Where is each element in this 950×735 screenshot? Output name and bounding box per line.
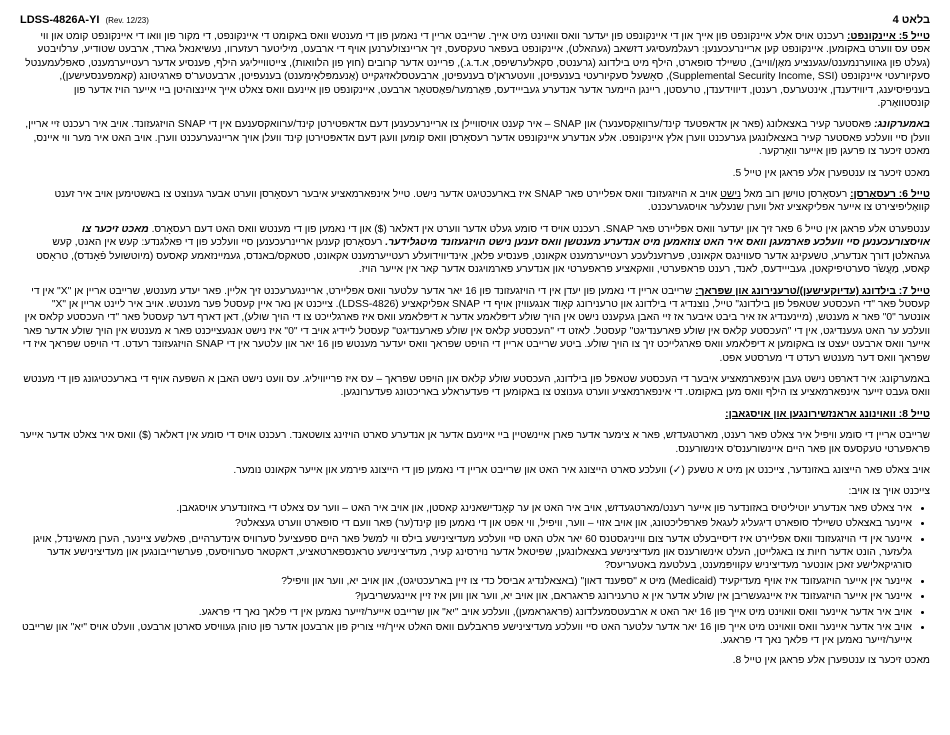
section8-rent-paragraph: שרייבט אריין די סומע וויפיל איר צאלט פאר רענט, מארטגעדזש, פאר א צימער אדער פארן איינשטיין ביי איינעם אדער אן אנדערע סארט הויזינג צושטאנד. רעכנט אויס די סומע אין דאלאר ($) וואס איר צאלט אדער אייער פראפערטי טעקסעס און פאר היים איינשורענס'ס אינשורענס. xyxy=(20,430,930,455)
section6-text-rest: אויב א הויזגעזונד וואס אפליירט פאר SNAP איז בארעכטיגט אדער נישט. טייל אינפארמאציע איבער רעסאָרסן ווערט אבער גענוצט צו באשטימען אויב איר זענט קוואַליפיצירט צו אייער אפליקאציע זאל ווערן שנעלער אויסגערעכנט. xyxy=(54,189,930,214)
form-number: LDSS-4826A-YI xyxy=(20,14,100,26)
page-number: בלאט 4 xyxy=(892,14,930,26)
section5-paragraph xyxy=(20,30,930,110)
heating-text-post: ) וועלכע סארט הייצונג איר האט און שרייבט אריין די נאמען פון די הייצונג פירמע און אייער אקאונט נומער. xyxy=(233,464,673,476)
list-item: • איינער באצאלט טשיילד סופארט דיגעליג לעגאל פארפליכטונג, און אויב אזוי – ווער, וויפיל, ווי אפט און די נאמען פון קינד(ער) פאר וועם די סופארט ווערט געצאלט? xyxy=(20,517,912,530)
section5-title: טייל 5: איינקונפט: xyxy=(846,31,930,42)
checkmark-icon: ✓ xyxy=(672,464,682,476)
section6-text-underline: נישט xyxy=(720,189,742,201)
section5-text: רעכנט אויס אלע איינקונפט פון אייך און די איינקונפט פון יעדער וואס וואוינט מיט אייך. שרייבט אריין די נאמען פון די מענטש וואס באקומט די איינקונפט, די מקור פון וואו די איינקונפט קומט און ווי אפט עס ווערט באקומען. איינקונפט קען אריינרעכענען: רעגלמעסיגע דזשאב (געהאלט), איינקונפט בעפאר טעקסעס, זיך אריינצולערנען אויף די ארבעט, מיליטער רעזערוו, נעשיאנאל גארד, ארבעט שטודיע, ערלויבטע (געלט פון גאווערנמענט/עגענציע מאַן/ווייב), טשיילד סופארט, הילף מיט בילדונג (גרענטס, סקאלערשיפס, א.ד.ג.), פריינט אדער קרובים (חוץ פון הלוואות), צייטווייליגע הילף, פענסיע אדער רעטייערמענט, סאפלעמענטל סעקיורעטי איינקונפט (Supplemental Security Income, SSI), סאָשעל סעקיורעטי בענעפיטן, וועטעראן'ס בענעפיטן, ארבעטסלאזיגקייט (אַנעמפּלאָימענט) בענעפיטן, ארבעטער'ס פארגיטונג (קאמפענסעישען), בעניפיסיענג, דיווידענדן, אינטערעס, רענטן, דיווידענדן, טרעסטן, ריינגן היימער אדער אנדערע געבייידעס, פּאַרמער/פאַסטאָר ארבעט, איינקונפט פון איינעם וואס צאלט אייך איינצוהיטן ביי אייער הויז אדער פון קונסטוואַרק. xyxy=(25,31,930,110)
list-item: • איינער אין אייער הויזגעזונד איז אויף מעדיקעיד (Medicaid) מיט א "ספּענד דאון" (באצאלנדיג אביסל כדי צו זיין בארעכטיגט), און אויב יא, ווער און וויפיל? xyxy=(20,575,912,588)
page-header xyxy=(20,14,930,30)
section6-text-lead: רעסאָרסן טוישן רוב מאל xyxy=(741,189,851,201)
section6b-text2: רעסאָרסן קענען אריינרעכענען סיי וועלכע פון די פאלגנדע: קעש אין האנט, קעש געהאלטן דורך אנדערע, טשעקינג אדער סעווינגס אקאונט, פערזענלעכע רעטייערמענט אקאונט, פענסיע פלאן, אינדיווידועלע רעטייערמענט אקאונט, סטאקס/באנדס, געמיינזאמע קאסעס (מיוטשועל פֿאָנדס), טראָסט קאסע, מַעֲשֹׂר סערטיפיקאטן, געבייידעס, לאנד, רענט פראפערטי, וואקאציע פראפערטי און אנדערע פארמויגנס אדער קאר אין אייער הויז. xyxy=(36,237,930,276)
note7-label: באמערקונג: xyxy=(878,373,930,385)
note-foster-care xyxy=(20,118,930,158)
section6b-text1: ענטפערט אלע פראגן אין טייל 6 פאר זיך און יעדער וואס אפליירט פאר SNAP. רעכנט אויס די סומע געלט אדער ווערט אין דאלאר ($) און די נאמען פון די מענטש וואס האט דעם רעסאָרס. xyxy=(148,223,930,235)
note-education xyxy=(20,373,930,400)
section6b-emphasis: מאכט זיכער צו אויסצורעכענען סיי וועלכע פארמעגן וואס איר האט צוזאמען מיט אנדערע מענטשן וואס זענען נישט הויזגעזונד מיטגלידער. xyxy=(81,223,930,249)
revision-date: (Rev. 12/23) xyxy=(105,16,149,25)
mark-intro: צייכנט אויך צו אויב: xyxy=(848,486,930,498)
list-item: • אויב איר אדער איינער וואס וואוינט מיט אייך פון 16 יאר האט א ארבעטסמעלדונג (פראגראמען), וועלכע אויב "יא" און שרייבט אייער/זייער נאמען אין די פלאך נאך די פראגע. xyxy=(20,606,912,619)
note-label: באמערקונג: xyxy=(874,119,930,131)
list-item: • איינער אין די הויזגעזונד וואס אפליירט איז דיסייבעלט אדער צום ווייניגסטנס 60 יאר אלט האט סיי וועלכע מעדיצינישע בילס ווי למשל פאר היים ספעציעל סערוויס אינדערהיים, פאלשע ציינער, הערן מאשינדל, אויגן גלעזער, הונט אדער חיות צו באגלייטן, העלט אינשורענס און מעדיצינישע באצאלונגען, שפיטאל אדער נוירסינג קעיר, מעדיצינישע טראנספארטאציע, דאקטאר סערוויסעס, פערשרייבונגען און מעדיצינישע אדער סורגיקאלישע זאכן אונטער מעדיציניש עקוויפּמענט, בעלטעמ באטעריעס? xyxy=(20,533,912,573)
note-text: פּאסטער קעיר באצאלונג (פאר אן אדאפטעד קינד/ערוואַקסענער) און SNAP – איר קענט אויסוויילן צו אריינרעכענען דעם אדאפטירטן קינד/ערוואקסענעם אין די SNAP הויזגעזונד. אויב איר רעכנט זיי אריין, וועלן סיי וועלכע פאסטער קעיר באצאלונגען גערעכנט ווערן אלץ איינקונפט. אלע אנדערע איינקונפט אדער רעסאָרסן וואס קומען וועגן דעם אדאפּטירטן קינד וועלן אויך אריינגערעכנט ווערן. אויב האט איר מער ווי איינס, מאכט זיכער צו פרעגן פון אייער וואָרקער. xyxy=(25,119,930,158)
section7-text: שרייבט אריין די נאמען פון יעדן אין די הויזגעזונד פון 16 יאר אדער עלטער וואס אפליירט, אריינגערעכנט זיך אליין. פאר יעדע מענטש, שרייבט אריין אן "X" אין די קעסטל פאר "די העכסטע שטאפל פון בילדונג" טייל, נוצנדיג די בילדונג און טרענירונג קאָוד אנגעוויזן אויף די SNAP אפליקאציע (LDSS-4826). צייכנט אן נאר איין קעסטל פער מענטש. אויב איר ליינט אריין אן "X" אונטער "0" פאר א מענטש, (מיינענדיג אז איר ביבט איבער אז זיי האבן געקענט נישט אין הויך שולע דיפּלאמע אדער א דיפּלאמע וואס איז פארגלייכט צו די הויך שולע), דאן דארף דער קעסטל פאר "די העכסטע קלאס אין וועלכע ער האט געענדיגט, אין די "העכסטע קלאס אין שולע פארענדיגט" קעסטל. לאזט די "העכסטע קלאס אין שולע פארענדיגט" קעסטל ליידיג אויב די "0" איז נישט אנגעצייכנט פאר א מענטש אין הויך שולע אדער פאר אייער וואס ארבעט יעצט צו באקומען א דיפּלאמע וואס פארגלייכט זיך צו הויך שולע. ביטע שרייבט אריין די הויפט שפראך וואס יעדער מענטש פון 16 יאר און עלטער אין די SNAP הויזגעזונד רעדט. די הויפט שפראך איז די שפראך וואס דער מענטש רעדט די מערסטע אפט. xyxy=(22,285,930,364)
continue-section8: מאכט זיכער צו ענטפערן אלע פראגן אין טייל 8. xyxy=(732,654,930,666)
section7-paragraph xyxy=(20,285,930,365)
instructions-body xyxy=(20,30,930,667)
list-item: • איינער אין אייער הויזגעזונד איז איינגעשריבן אין שולע אדער אין א טרענירונג פראגראם, און אויב יא, ווער און ווען איז זיין איינגעשריבען? xyxy=(20,590,912,603)
section8-title: טייל 8: וואוינונג אראנזשירונגען און אויסגאבן: xyxy=(725,408,930,420)
section7-title: טייל 7: בילדונג (עדיוקעישען)/טרענירונג און שפראך: xyxy=(695,285,930,297)
list-item: • איר צאלט פאר אנדערע יוטיליטיס באזונדער פון אייער רענט/מארטגעדזש, אויב איר האט אן ער קאָנדישאנינג קאסטן, און אויב איר האט – ווער עס צאלט די באזונדערע אויסגאבן. xyxy=(20,502,912,515)
note7-text: איר דארפט נישט געבן אינפארמאציע איבער די העכסטע שטאפל פון בילדונג, העכסטע שולע קלאס און הויפט שפראך – עס איז פרייוויליג. עס וועט נישט האבן א השפעה אויף די בארעכטיגונג פון די מענטש וואס געבט זייער אינפארמאציע צו הילף וואס מען באקומט. די אינפארמאציע ווערט גענוצט צו באקומען די פעדעראלע באריכטונג פעדערונגען. xyxy=(23,373,930,399)
section6-title: טייל 6: רעסאַרסן: xyxy=(850,189,930,201)
section8-heating-paragraph xyxy=(20,464,930,477)
section6-paragraph xyxy=(20,188,930,215)
section8-heading xyxy=(20,408,930,421)
section6-resources-paragraph xyxy=(20,223,930,277)
heating-text-pre: אויב צאלט פאר הייצונג באזונדער, צייכנט אן מיט א טשעק ( xyxy=(681,464,930,476)
continue-section5: מאכט זיכער צו ענטפערן אלע פראגן אין טייל 5. xyxy=(732,167,930,179)
checklist xyxy=(20,502,930,648)
list-item: • אויב איר אדער איינער וואס וואוינט מיט אייך פון 16 יאר אדער עלטער האט סיי וועלכע מעדיצינישע פראבלעם וואס האלט אייך/זיי צוריק פון ארבעטן אדער פון טוהן געוויסע סארטן ארבעט, וועלט אויס "יא" און שרייבט אייער/זייער נאמען אין די פלאך נאך די פראגע. xyxy=(20,621,912,648)
